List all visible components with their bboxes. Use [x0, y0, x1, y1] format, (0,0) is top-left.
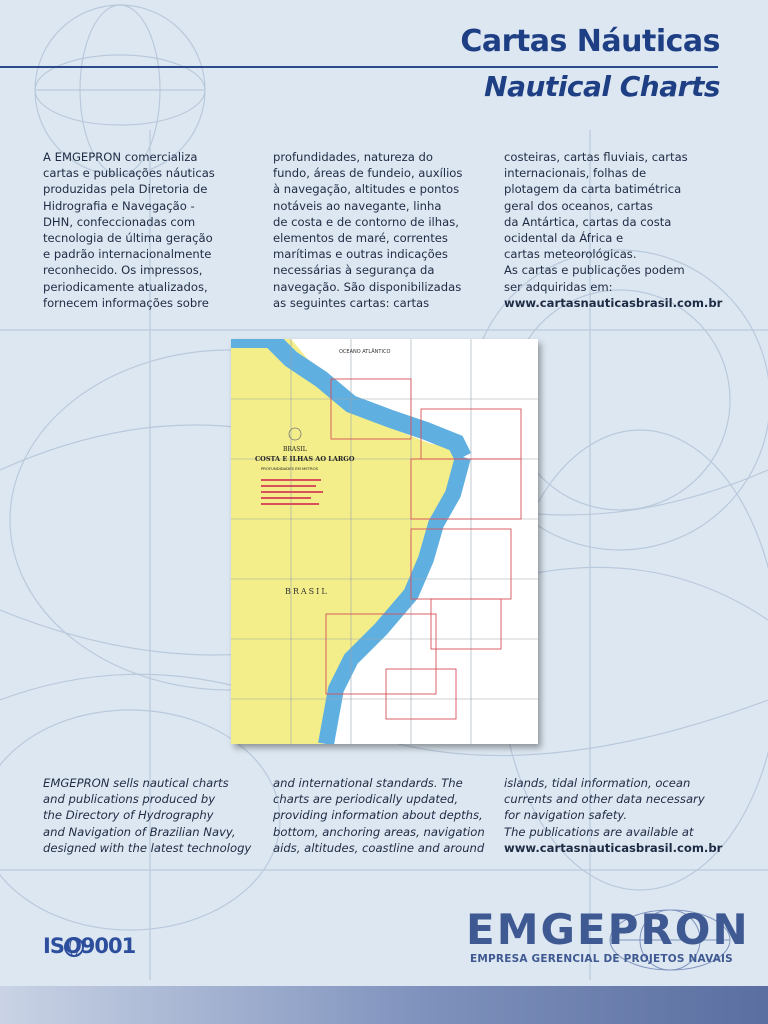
iso-label: ISO9001	[43, 934, 136, 958]
page-title-en: Nautical Charts	[484, 70, 720, 103]
text-en-paragraph-2: and international standards. The charts are periodically updated, providing information about depths, bottom, anchoring areas, navigation aids, altitudes, coastline and around	[273, 776, 485, 855]
iso-globe-icon	[63, 936, 85, 958]
iso-9001-logo	[43, 934, 135, 958]
text-pt-column-1	[43, 149, 261, 311]
text-pt-paragraph-3: costeiras, cartas fluviais, cartas internacionais, folhas de plotagem da carta batimétrica geral dos oceanos, cartas da Antártica, cartas da costa ocidental da África e cartas meteorológicas. As cartas e publicações podem ser adquiridas em:	[504, 150, 688, 294]
text-en-paragraph-1: EMGEPRON sells nautical charts and publications produced by the Directory of Hydrography and Navigation of Brazilian Navy, designed with the latest technology	[43, 776, 252, 855]
text-pt-paragraph-2: profundidades, natureza do fundo, áreas de fundeio, auxílios à navegação, altitudes e pontos notáveis ao navegante, linha de costa e de contorno de ilhas, elementos de maré, correntes marítimas e outras indicações necessárias à segurança da navegação. São disponibilizadas as seguintes cartas: cartas	[273, 150, 463, 310]
map-legend-title-1: BRASIL	[283, 446, 307, 453]
map-legend-title-2: COSTA E ILHAS AO LARGO	[255, 455, 355, 463]
page-title-pt: Cartas Náuticas	[460, 24, 720, 59]
text-pt-column-2	[273, 149, 491, 311]
nautical-chart-image	[231, 339, 538, 744]
map-ocean-label: OCEANO ATLÂNTICO	[339, 349, 391, 355]
bottom-band	[0, 986, 768, 1024]
text-pt-column-3	[504, 149, 722, 311]
website-link-en[interactable]: www.cartasnauticasbrasil.com.br	[504, 840, 723, 855]
title-rule	[0, 66, 718, 68]
text-pt-paragraph-1: A EMGEPRON comercializa cartas e publicações náuticas produzidas pela Diretoria de Hidrografia e Navegação - DHN, confeccionadas com tecnologia de última geração e padrão internacionalmente reconhecido. Os impressos, periodicamente atualizados, fornecem informações sobre	[43, 150, 215, 310]
map-legend-subtitle: PROFUNDIDADES EM METROS	[261, 466, 319, 471]
emgepron-logo-subtitle: EMPRESA GERENCIAL DE PROJETOS NAVAIS	[470, 953, 733, 965]
text-en-column-3	[504, 775, 722, 856]
text-en-column-2	[273, 775, 491, 856]
website-link-pt[interactable]: www.cartasnauticasbrasil.com.br	[504, 295, 723, 310]
map-country-label: BRASIL	[285, 587, 329, 596]
text-en-paragraph-3: islands, tidal information, ocean currents and other data necessary for navigation safety. The publications are available at	[504, 776, 705, 839]
text-en-column-1	[43, 775, 261, 856]
emgepron-logo: EMGEPRON	[466, 905, 750, 954]
